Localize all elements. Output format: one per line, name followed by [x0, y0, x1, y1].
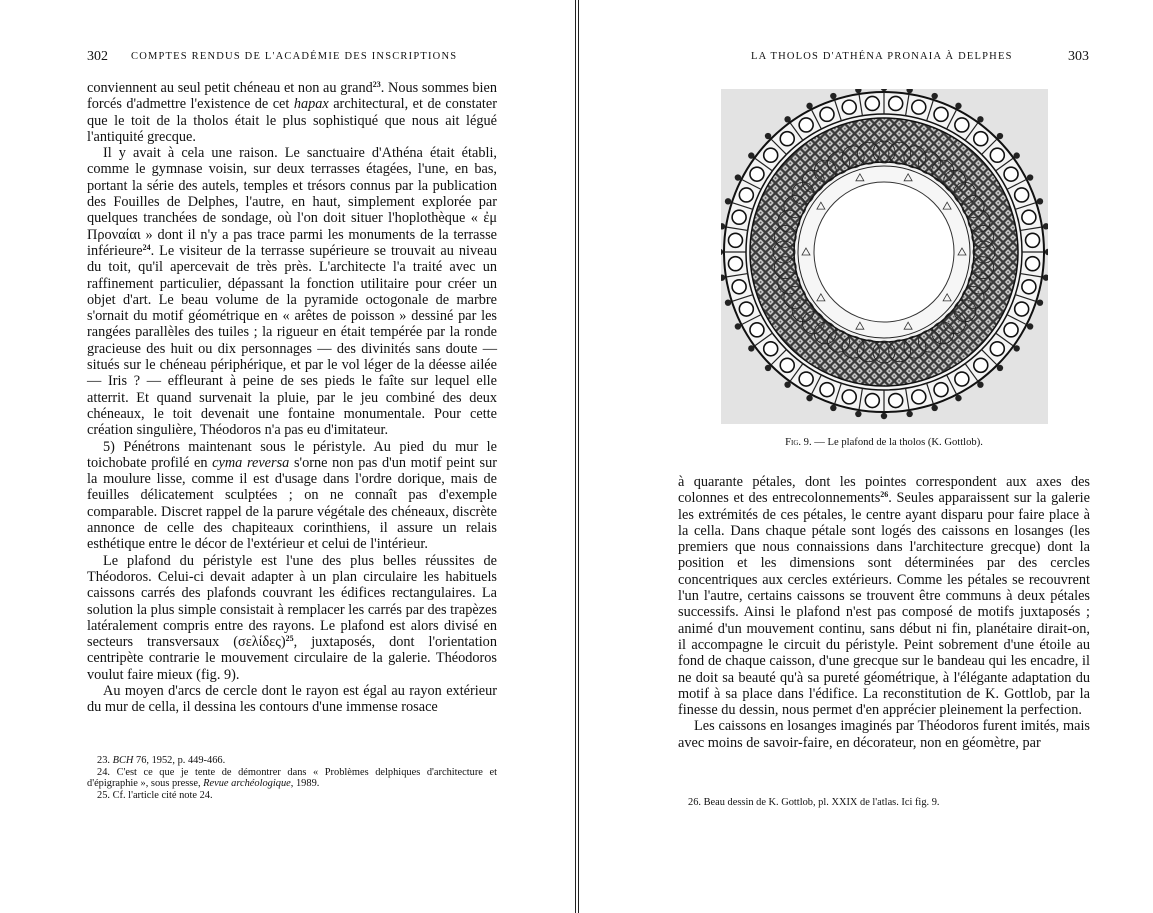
footnote-ref[interactable]: 26	[880, 490, 889, 500]
figure-label: Fig. 9.	[785, 437, 812, 448]
paragraph: à quarante pétales, dont les pointes correspondent aux axes des colonnes et des entrecolonnements$^{26}$. Seules apparaissent sur la galerie les extrémités de ces pétales, le centre ayant disparu pour faire place à la cella. Dans chaque pétale sont logés des caissons en losanges (les premiers que nous connaissions dans l'architecture grecque) dont la position et les dimensions sont déterminées par des cercles concentriques aux cercles extérieurs. Comme les pétales se recouvrent l'un l'autre, certains caissons se trouvent être communs à deux pétales successifs. Ainsi le plafond n'est pas composé de motifs juxtaposés ; animé d'un mouvement continu, sans début ni fin, planétaire dirait-on, il accompagne le circuit du péristyle. Peint sobrement d'une étoile au fond de chaque caisson, d'une grecque sur le bandeau qui les encadre, il ne doit sa beauté qu'à sa pureté géométrique, à l'élégante adaptation du motif à sa place dans l'édifice. La reconstitution de K. Gottlob, par la finesse du dessin, nous permet d'en apprécier pleinement la perfection.	[678, 474, 1090, 719]
page-number: 302	[87, 49, 108, 64]
footnote-ref[interactable]: 23	[372, 80, 381, 89]
running-head: COMPTES RENDUS DE L'ACADÉMIE DES INSCRIPTIONS	[131, 51, 458, 62]
left-page	[0, 0, 575, 913]
body-text	[678, 474, 1090, 751]
figure-image	[721, 89, 1048, 424]
footnote: 26. Beau dessin de K. Gottlob, pl. XXIX de l'atlas. Ici fig. 9.	[688, 797, 940, 808]
right-page	[579, 0, 1153, 913]
footnotes	[87, 755, 497, 801]
paragraph: Au moyen d'arcs de cercle dont le rayon est égal au rayon extérieur du mur de cella, il dessina les contours d'une immense rosace	[87, 682, 497, 716]
figure-caption: Fig. 9. — Le plafond de la tholos (K. Gottlob).	[785, 437, 983, 448]
paragraph: Il y avait à cela une raison. Le sanctuaire d'Athéna était établi, comme le gymnase voisin, sur deux terrasses étagées, l'une, en bas, portant la série des autels, temples et trésors connus par la publication des Fouilles de Delphes, l'autre, en haut, simplement explorée par quelques tranchées de sondage, où l'on doit situer l'hoplothèque « ἐμ Προναίαι » dont il n'y a pas trace parmi les monuments de la terrasse inférieure$^{24}$. Le visiteur de la terrasse supérieure se trouvait au niveau du toit, qu'il apercevait de très près. L'architecte l'a traité avec un raffinement particulier, dépassant la fonction utilitaire pour créer un objet d'art. Le beau volume de la pyramide octogonale de marbre s'ornait du motif géométrique en « arêtes de poisson » dessiné par les rangées parallèles des tuiles ; la rigueur en était tempérée par la ronde gracieuse des huit ou dix personnages — des divinités sans doute — situés sur le chéneau périphérique, et par le vol léger de la déesse ailée — Iris ? — effleurant à peine de ses pieds le faîte sur lequel elle atterrit. Et quand survenait la pluie, par le jeu combiné des deux chéneaux, le toit devenait une fontaine monumentale. Pour cette création singulière, Théodoros n'a pas eu d'imitateur.	[87, 145, 497, 439]
running-head: LA THOLOS D'ATHÉNA PRONAIA À DELPHES	[751, 51, 1013, 62]
paragraph: Le plafond du péristyle est l'une des plus belles réussites de Théodoros. Celui-ci devait adapter à un plan circulaire les habituels caissons carrés des plafonds couvrant les édifices rectangulaires. La solution la plus simple consistait à remplacer les carrés par des trapèzes latéralement compris entre des rayons. Le plafond est alors divisé en secteurs transversaux $(\sigma\varepsilon\lambda ί\delta\varepsilon\varsigma)^{25}$, juxtaposés, dont l'orientation centripète contrarie le mouvement circulaire de la galerie. Théodoros voulut faire mieux (fig. 9).	[87, 552, 497, 683]
body-text	[87, 80, 497, 716]
paragraph: 5) Pénétrons maintenant sous le péristyle. Au pied du mur le toichobate profilé en cyma reversa s'orne non pas d'un motif peint sur la moulure lisse, comme il est d'usage dans l'ordre dorique, mais de feuilles délicatement sculptées ; on ne connaît pas d'exemple comparable. Discret rappel de la parure végétale des chéneaux, discrète annonce de celle des chapiteaux corinthiens, il assure un relais esthétique entre le décor de l'extérieur et celui de l'intérieur.	[87, 438, 497, 553]
paragraph: Les caissons en losanges imaginés par Théodoros furent imités, mais avec moins de savoir-faire, en décorateur, non en géomètre, par	[678, 718, 1090, 751]
footnotes	[678, 797, 1090, 809]
tholos-ceiling-drawing	[721, 89, 1048, 424]
footnote-ref[interactable]: 24	[142, 242, 151, 252]
footnote: 25. Cf. l'article cité note 24.	[97, 789, 213, 801]
footnote: 24. C'est ce que je tente de démontrer dans « Problèmes delphiques d'architecture et d'épigraphie », sous presse, Revue archéologique, 1989.	[87, 766, 497, 790]
page-number: 303	[1068, 49, 1089, 64]
footnote: 23. BCH 76, 1952, p. 449-466.	[97, 755, 226, 766]
paragraph: conviennent au seul petit chéneau et non au grand$^{23}$. Nous sommes bien forcés d'admettre l'existence de cet hapax architectural, et de constater que le toit de la tholos était le plus sophistiqué que nous ait légué l'antiquité grecque.	[87, 80, 497, 145]
footnote-ref[interactable]: 25	[285, 634, 294, 644]
